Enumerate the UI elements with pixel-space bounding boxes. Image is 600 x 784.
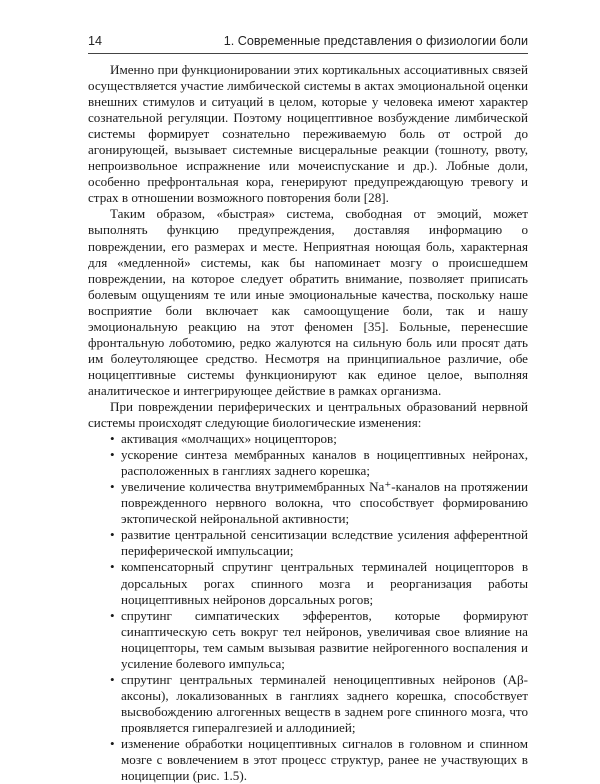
- paragraph: Именно при функционировании этих кортикальных ассоциативных связей осуществляется участие лимбической системы в актах эмоциональной оценки внешних стимулов и ситуаций в целом, которые у человека имеют характер сознательной регуляции. Поэтому ноцицептивное возбуждение лимбической системы формирует сознательно переживаемую боль от острой до агонирующей, вызывает системные висцеральные реакции (тошноту, рвоту, непроизвольное испражнение или мочеиспускание и др.). Лобные доли, особенно префронтальная кора, генерируют предупреждающую тревогу и страх в отношении возможного повторения боли [28].: [88, 62, 528, 206]
- list-item-text: компенсаторный спрутинг центральных терминалей ноцицепторов в дорсальных рогах спинного мозга и реорганизация работы ноцицептивных нейронов дорсальных рогов;: [121, 559, 528, 607]
- bullet-marker: •: [110, 671, 115, 687]
- page-number: 14: [88, 34, 103, 48]
- list-item: [88, 431, 528, 447]
- paragraph: При повреждении периферических и центральных образований нервной системы происходят следующие биологические изменения:: [88, 398, 528, 431]
- bullet-marker: •: [110, 735, 115, 751]
- list-item-text: развитие центральной сенситизации вследствие усиления афферентной периферической импульсации;: [121, 527, 528, 559]
- bullet-marker: •: [110, 431, 115, 447]
- bullet-list: [88, 431, 528, 784]
- list-item: [88, 672, 528, 736]
- page-header: [88, 33, 528, 54]
- list-item-text: спрутинг симпатических эфферентов, которые формируют синаптическую сеть вокруг тел нейронов, увеличивая свое влияние на ноцицепторы, тем самым вызывая развитие нейрогенного воспаления и усиление болевого импульса;: [121, 607, 528, 671]
- list-item-text: активация «молчащих» ноцицепторов;: [121, 431, 337, 447]
- list-item-text: изменение обработки ноцицептивных сигналов в головном и спинном мозге с вовлечением в этот процесс структур, ранее не участвующих в ноцицепции (рис. 1.5).: [121, 735, 528, 784]
- list-item-text: ускорение синтеза мембранных каналов в ноцицептивных нейронах, расположенных в ганглиях заднего корешка;: [121, 447, 528, 479]
- bullet-marker: •: [110, 447, 115, 463]
- list-item-text: спрутинг центральных терминалей неноцицептивных нейронов (Aβ-аксоны), локализованных в ганглиях заднего корешка, способствует высвобождению алгогенных веществ в заднем роге спинного мозга, что проявляется гипералгезией и аллодинией;: [121, 671, 528, 735]
- bullet-marker: •: [110, 559, 115, 575]
- bullet-marker: •: [110, 607, 115, 623]
- list-item: [88, 447, 528, 479]
- paragraph: Таким образом, «быстрая» система, свободная от эмоций, может выполнять функцию предупреждения, доставляя информацию о повреждении, его размерах и месте. Неприятная ноющая боль, характерная для «медленной» системы, как бы напоминает мозгу о происшедшем повреждении, на которое следует обратить внимание, позволяет приписать болевым ощущениям те или иные эмоциональные качества, поскольку наше восприятие боли включает как самоощущение боли, так и нашу эмоциональную реакцию на этот феномен [35]. Больные, перенесшие фронтальную лоботомию, редко жалуются на сильную боль или просят дать им болеутоляющее средство. Несмотря на принципиальное различие, обе ноцицептивные системы функционируют как единое целое, выполняя аналитическое и интегрирующее действие в рамках организма.: [88, 206, 528, 398]
- list-item: [88, 736, 528, 784]
- page-body: [88, 62, 528, 784]
- list-item: [88, 608, 528, 672]
- list-item: [88, 527, 528, 559]
- bullet-marker: •: [110, 527, 115, 543]
- running-title: 1. Современные представления о физиологии боли: [223, 34, 528, 48]
- list-item: [88, 559, 528, 607]
- list-item-text: увеличение количества внутримембранных Na⁺-каналов на протяжении поврежденного нервного волокна, что способствует формированию эктопической нейрональной активности;: [121, 479, 528, 527]
- bullet-marker: •: [110, 479, 115, 495]
- list-item: [88, 479, 528, 527]
